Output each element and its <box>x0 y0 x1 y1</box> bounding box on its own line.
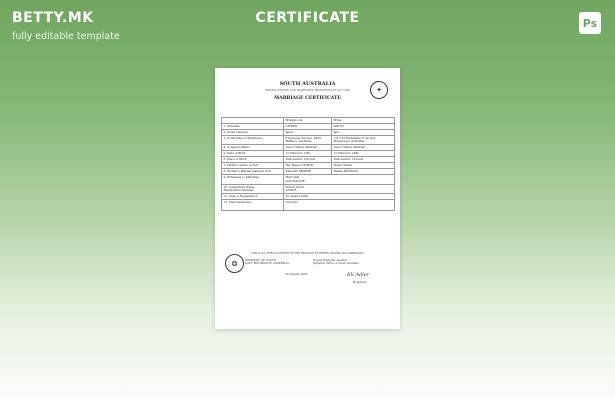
certificate-table <box>221 117 395 211</box>
row-value <box>284 184 395 193</box>
photoshop-badge-icon: Ps <box>579 12 601 34</box>
table-row <box>222 175 395 184</box>
row-bride: SMITH <box>332 124 395 130</box>
certificate-document <box>215 68 400 329</box>
row-bridegroom: Katinear DRAPER <box>284 169 332 175</box>
brand-logo: BETTY.MK <box>12 10 94 26</box>
row-label: 11. Date of Registration <box>222 194 284 200</box>
row-bridegroom: 12 February 1981 <box>284 151 332 157</box>
issue-date: 20 August 2020 <box>285 272 308 276</box>
row-label: 7. Father's Name in Full <box>222 163 284 169</box>
official-note: THIS IS AN OFFICIAL REPORT OF THE REGISTER OF BIRTHS, DEATHS AND MARRIAGES <box>251 252 364 255</box>
certificate-subtitle: BIRTHS, DEATHS AND MARRIAGES REGISTRATION ACT 1996 <box>265 89 350 92</box>
celebrant-name: Robert Short <box>285 184 304 189</box>
certificate-state: SOUTH AUSTRALIA <box>279 81 336 87</box>
row-label: 2. Given Name(s) <box>222 130 284 136</box>
row-label: 9. Witnesses to Marriage <box>222 175 284 184</box>
row-bride: Yellowsilver, Victoria <box>332 157 395 163</box>
row-label: 3. Usual Place of Residence <box>222 136 284 145</box>
row-bride: Bride <box>332 118 395 124</box>
row-label: 12. Endorsement(s) <box>222 200 284 211</box>
official-seal-icon: ❂ <box>225 254 244 273</box>
certificate-title: MARRIAGE CERTIFICATE <box>274 96 341 101</box>
row-bridegroom-line2: Hillbury, Australia <box>285 139 312 144</box>
row-value <box>284 175 395 184</box>
brand-tagline: fully editable template <box>12 31 120 42</box>
row-label: 8. Mother's Maiden Name in Full <box>222 169 284 175</box>
row-label: 5. Date of Birth <box>222 151 284 157</box>
row-bridegroom: Yellowsilver, Victoria <box>284 157 332 163</box>
office-line: Registrar Office of South Australia <box>313 262 359 266</box>
row-bride: Jane <box>332 130 395 136</box>
office-line: Deputy Registrar General <box>313 259 347 262</box>
row-bridegroom: Tim Hayes CITRON <box>284 163 332 169</box>
row-label-line1: 10. Celebrant's Name <box>223 184 255 189</box>
row-label <box>222 184 284 193</box>
row-label-line2: Registration Number <box>223 188 254 193</box>
witness-2: Josh WAGGIE <box>285 178 305 183</box>
table-row <box>222 184 395 193</box>
row-bride: Hasita MANNAN <box>332 169 395 175</box>
signature-label: Registrar <box>353 280 367 284</box>
celebrant-number: A76878 <box>285 188 297 193</box>
row-bride <box>332 136 395 145</box>
issuer-line: DOMESTIC OF SOUTH <box>245 259 276 262</box>
row-bridegroom-line1: 8 Daveson Terrace, 5950 <box>285 135 321 140</box>
row-bridegroom <box>284 136 332 145</box>
row-label: 1. Surname <box>222 124 284 130</box>
witness-1: Hall OAK <box>285 175 299 180</box>
row-bridegroom: Bridegroom <box>284 118 332 124</box>
row-value: Nil entry <box>284 200 395 211</box>
coat-of-arms-icon: ✦ <box>370 81 388 99</box>
issuer-line: GOVT RECORDS OF AUSTRALIA <box>245 262 289 266</box>
row-label: 6. Place of Birth <box>222 157 284 163</box>
row-bridegroom: Never Validly Married <box>284 145 332 151</box>
table-row <box>222 200 395 211</box>
row-bride: Never Validly Married <box>332 145 395 151</box>
row-bride-line2: Pinelounge, Australia <box>333 139 364 144</box>
row-bridegroom: Jakob <box>284 130 332 136</box>
page-title: CERTIFICATE <box>255 10 360 26</box>
row-value: 20 August 2000 <box>284 194 395 200</box>
registrar-signature-icon: Eli Adler <box>347 272 370 278</box>
row-bride-line1: 121-125 Esplanade, 6 42 Port <box>333 135 376 140</box>
row-bride: Henry Smith <box>332 163 395 169</box>
table-row <box>222 136 395 145</box>
row-bridegroom: CITRON <box>284 124 332 130</box>
row-bride: 12 February 1990 <box>332 151 395 157</box>
row-label: 4. Conjugal Status <box>222 145 284 151</box>
issuer-block <box>245 259 289 266</box>
registrar-office-block <box>313 259 359 266</box>
